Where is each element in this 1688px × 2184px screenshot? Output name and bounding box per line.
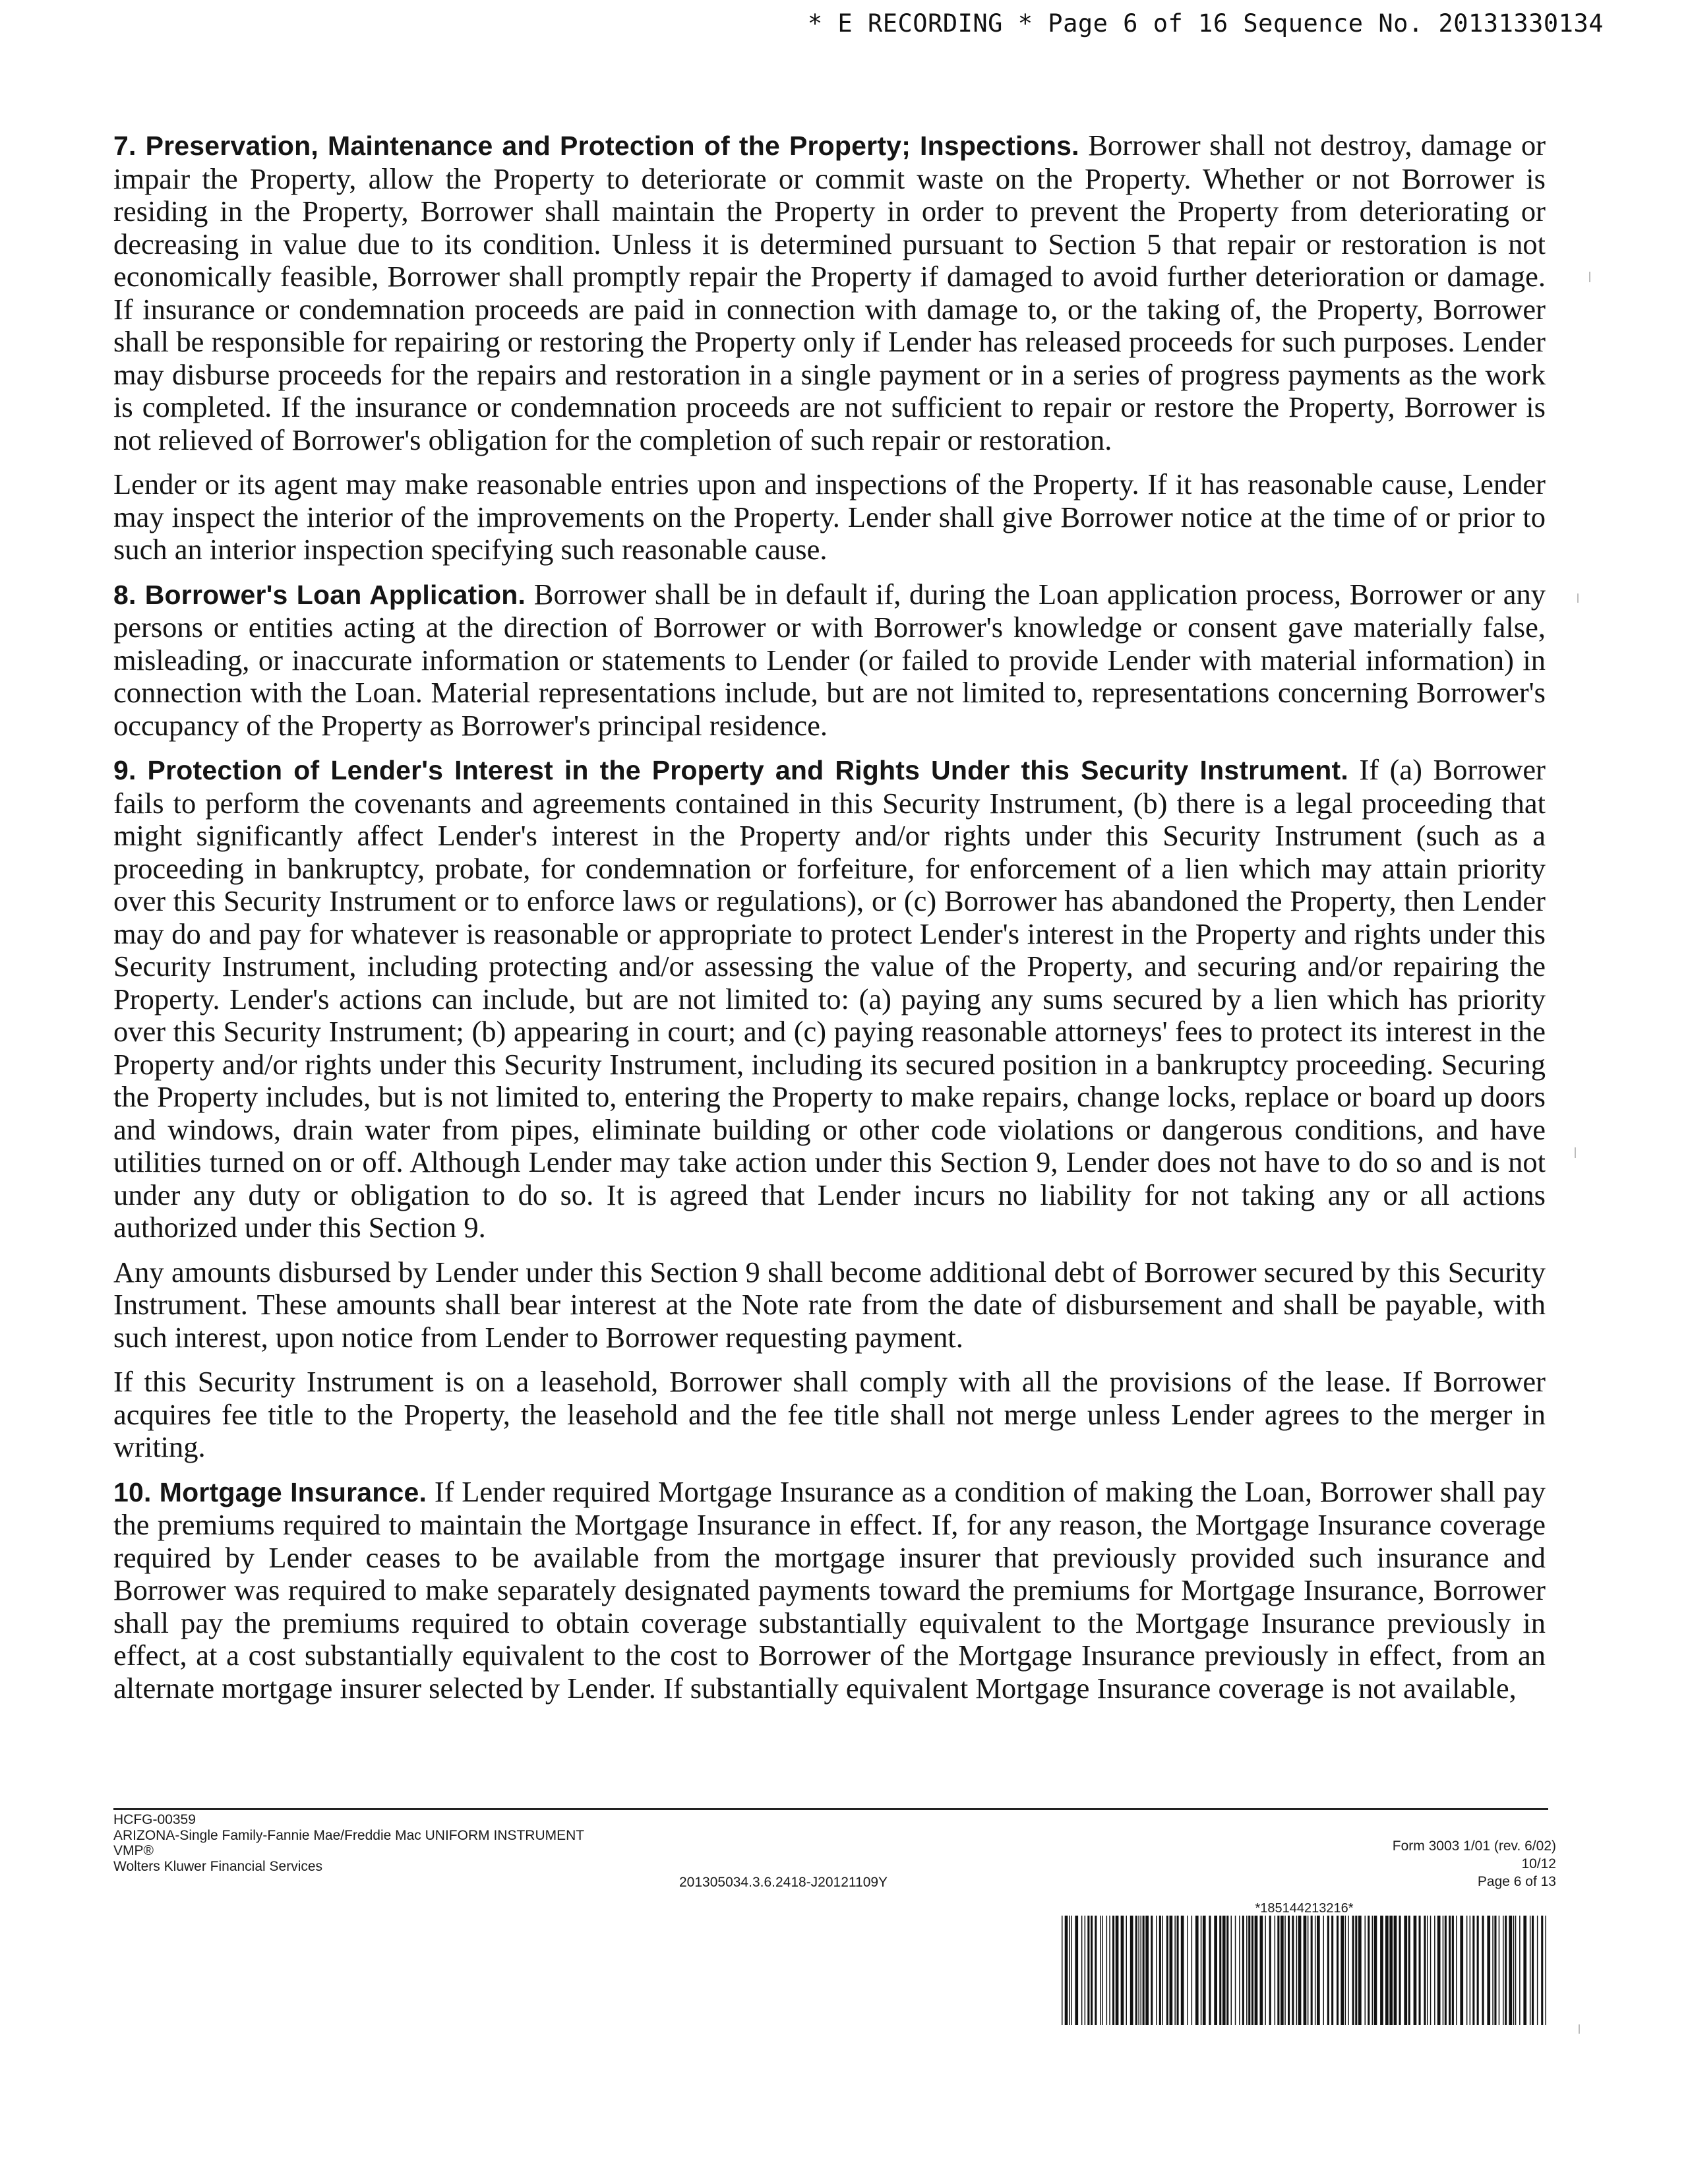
- barcode-bar: [1251, 1916, 1253, 2025]
- barcode-bar: [1242, 1916, 1244, 2025]
- barcode-bar: [1399, 1916, 1401, 2025]
- barcode-bar: [1145, 1916, 1149, 2025]
- barcode-bar: [1102, 1916, 1103, 2025]
- barcode-bar: [1191, 1916, 1193, 2025]
- barcode-bar: [1269, 1916, 1271, 2025]
- section-10-heading: 10. Mortgage Insurance.: [113, 1476, 427, 1507]
- barcode-bar: [1419, 1916, 1421, 2025]
- barcode-bar: [1091, 1916, 1093, 2025]
- footer-form-date: 10/12: [1521, 1856, 1556, 1871]
- barcode-bar: [1523, 1916, 1526, 2025]
- barcode-bar: [1315, 1916, 1316, 2025]
- barcode-bar: [1308, 1916, 1309, 2025]
- barcode-bar: [1348, 1916, 1349, 2025]
- barcode-bar: [1260, 1916, 1263, 2025]
- inspection-text: Lender or its agent may make reasonable entries upon and inspections of the Property. If it has reasonable cause, Lender may inspect the interior of the improvements on the Property. Lender shall give Borrower notice at the time of or prior to such an interior inspection specifying such reasonable cause.: [113, 468, 1546, 566]
- barcode-bar: [1394, 1916, 1397, 2025]
- barcode-bar: [1203, 1916, 1206, 2025]
- barcode-bar: [1466, 1916, 1468, 2025]
- barcode-bar: [1482, 1916, 1484, 2025]
- barcode-bar: [1317, 1916, 1320, 2025]
- barcode-bar: [1414, 1916, 1417, 2025]
- barcode-bar: [1209, 1916, 1211, 2025]
- barcode-bar: [1109, 1916, 1110, 2025]
- barcode-bar: [1380, 1916, 1383, 2025]
- barcode-bar: [1368, 1916, 1370, 2025]
- barcode-bar: [1437, 1916, 1441, 2025]
- barcode-bar: [1071, 1916, 1072, 2025]
- barcode-bar: [1546, 1916, 1547, 2025]
- barcode-bar: [1226, 1916, 1228, 2025]
- barcode-bar: [1265, 1916, 1266, 2025]
- document-body: [113, 129, 1546, 1716]
- barcode-bar: [1445, 1916, 1447, 2025]
- section-7-text: Borrower shall not destroy, damage or impair the Property, allow the Property to deteriorate or commit waste on the Property. Whether or not Borrower is residing in the Property, Borrower shall maintain the Property in order to prevent the Property from deteriorating or decreasing in value due to its condition. Unless it is determined pursuant to Section 5 that repair or restoration is not economically feasible, Borrower shall promptly repair the Property if damaged to avoid further deterioration or damage. If insurance or condemnation proceeds are paid in connection with damage to, or the taking of, the Property, Borrower shall be responsible for repairing or restoring the Property only if Lender has released proceeds for such purposes. Lender may disburse proceeds for the repairs and restoration in a single payment or in a series of progress payments as the work is completed. If the insurance or condemnation proceeds are not sufficient to repair or restore the Property, Borrower is not relieved of Borrower's obligation for the completion of such repair or restoration.: [113, 129, 1546, 456]
- barcode-bar: [1389, 1916, 1393, 2025]
- barcode-bar: [1477, 1916, 1479, 2025]
- barcode-bar: [1284, 1916, 1286, 2025]
- barcode-bar: [1515, 1916, 1517, 2025]
- barcode-bar: [1138, 1916, 1139, 2025]
- recording-header: * E RECORDING * Page 6 of 16 Sequence No. 20131330134: [807, 9, 1604, 38]
- barcode-bar: [1460, 1916, 1463, 2025]
- barcode-bar: [1296, 1916, 1298, 2025]
- barcode-bar: [1201, 1916, 1202, 2025]
- section-10-text: If Lender required Mortgage Insurance as a condition of making the Loan, Borrower shall pay the premiums required to maintain the Mortgage Insurance in effect. If, for any reason, the Mortgage Insurance coverage required by Lender ceases to be available from the mortgage insurer that previously provided such insurance and Borrower was required to make separately designated payments toward the premiums for Mortgage Insurance, Borrower shall pay the premiums required to obtain coverage substantially equivalent to the Mortgage Insurance previously in effect, at a cost substantially equivalent to the cost to Borrower of the Mortgage Insurance previously in effect, from an alternate mortgage insurer selected by Lender. If substantially equivalent Mortgage Insurance coverage is not available,: [113, 1474, 1546, 1705]
- barcode-bar: [1081, 1916, 1083, 2025]
- barcode-bar: [1443, 1916, 1444, 2025]
- barcode-bar: [1095, 1916, 1097, 2025]
- barcode-bar: [1087, 1916, 1089, 2025]
- section-9-heading: 9. Protection of Lender's Interest in the Property and Rights Under this Security Instrument.: [113, 755, 1348, 785]
- barcode-bar: [1449, 1916, 1451, 2025]
- barcode-bar: [1470, 1916, 1471, 2025]
- section-8-text: Borrower shall be in default if, during the Loan application process, Borrower or any persons or entities acting at the direction of Borrower or with Borrower's knowledge or consent gave materially false, misleading, or inaccurate information or statements to Lender (or failed to provide Lender with material information) in connection with the Loan. Material representations include, but are not limited to, representations concerning Borrower's occupancy of the Property as Borrower's principal residence.: [113, 577, 1546, 742]
- barcode-bar: [1404, 1916, 1407, 2025]
- barcode-bar: [1135, 1916, 1137, 2025]
- barcode-bar: [1219, 1916, 1221, 2025]
- barcode-bar: [1126, 1916, 1128, 2025]
- section-8-paragraph: [113, 578, 1546, 743]
- barcode-bar: [1304, 1916, 1307, 2025]
- barcode-bar: [1327, 1916, 1329, 2025]
- footer-divider: [113, 1808, 1548, 1810]
- barcode-bar: [1141, 1916, 1142, 2025]
- barcode-bar: [1085, 1916, 1086, 2025]
- barcode-bar: [1156, 1916, 1157, 2025]
- scan-mark: [1577, 593, 1579, 603]
- barcode-bar: [1311, 1916, 1313, 2025]
- barcode-bar: [1255, 1916, 1258, 2025]
- barcode-bar: [1106, 1916, 1108, 2025]
- section-7-heading: 7. Preservation, Maintenance and Protection of the Property; Inspections.: [113, 131, 1079, 161]
- barcode-bar: [1499, 1916, 1500, 2025]
- barcode-bar: [1355, 1916, 1357, 2025]
- barcode-bar: [1069, 1916, 1070, 2025]
- barcode-bar: [1170, 1916, 1173, 2025]
- barcode-bar: [1112, 1916, 1114, 2025]
- barcode-bar: [1385, 1916, 1389, 2025]
- section-7-paragraph: [113, 129, 1546, 456]
- barcode-bar: [1151, 1916, 1153, 2025]
- barcode-bar: [1323, 1916, 1325, 2025]
- barcode-bar: [1166, 1916, 1168, 2025]
- barcode-graphic: [1060, 1916, 1548, 2025]
- scan-mark: [1575, 1147, 1576, 1158]
- footer-document-code: 201305034.3.6.2418-J20121109Y: [679, 1875, 888, 1890]
- section-9-paragraph: [113, 754, 1546, 1244]
- barcode-block: [1060, 1901, 1548, 2025]
- barcode-bar: [1456, 1916, 1457, 2025]
- footer-right-block: [1393, 1837, 1556, 1891]
- barcode-bar: [1503, 1916, 1504, 2025]
- scan-mark: [1579, 2024, 1580, 2034]
- barcode-bar: [1337, 1916, 1339, 2025]
- barcode-bar: [1434, 1916, 1435, 2025]
- footer-instrument-title: ARIZONA-Single Family-Fannie Mae/Freddie Mac UNIFORM INSTRUMENT: [113, 1827, 585, 1843]
- barcode-bar: [1509, 1916, 1512, 2025]
- barcode-bar: [1248, 1916, 1250, 2025]
- footer-vmp: VMP®: [113, 1843, 154, 1858]
- barcode-bar: [1513, 1916, 1515, 2025]
- barcode-bar: [1487, 1916, 1490, 2025]
- barcode-bar: [1277, 1916, 1279, 2025]
- barcode-bar: [1372, 1916, 1373, 2025]
- barcode-bar: [1065, 1916, 1068, 2025]
- barcode-bar: [1345, 1916, 1346, 2025]
- section-9-text: If (a) Borrower fails to perform the covenants and agreements contained in this Security Instrument, (b) there is a legal proceeding that might significantly affect Lender's interest in the Property and/or rights under this Security Instrument (such as a proceeding in bankruptcy, probate, for condemnation or forfeiture, for enforcement of a lien which may attain priority over this Security Instrument or to enforce laws or regulations), or (c) Borrower has abandoned the Property, then Lender may do and pay for whatever is reasonable or appropriate to protect Lender's interest in the Property and rights under this Security Instrument, including protecting and/or assessing the value of the Property, and securing and/or repairing the Property. Lender's actions can include, but are not limited to: (a) paying any sums secured by a lien which has priority over this Security Instrument; (b) appearing in court; and (c) paying reasonable attorneys' fees to protect its interest in the Property and/or rights under this Security Instrument, including its secured position in a bankruptcy proceeding. Securing the Property includes, but is not limited to, entering the Property to make repairs, change locks, replace or board up doors and windows, drain water from pipes, eliminate building or other code violations or dangerous conditions, and have utilities turned on or off. Although Lender may take action under this Section 9, Lender does not have to do so and is not under any duty or obligation to do so. It is agreed that Lender incurs no liability for not taking any or all actions authorized under this Section 9.: [113, 753, 1546, 1244]
- barcode-bar: [1494, 1916, 1496, 2025]
- barcode-bar: [1231, 1916, 1232, 2025]
- footer-form-code: HCFG-00359: [113, 1812, 196, 1827]
- barcode-bar: [1062, 1916, 1063, 2025]
- barcode-bar: [1235, 1916, 1236, 2025]
- barcode-bar: [1374, 1916, 1377, 2025]
- barcode-bar: [1365, 1916, 1366, 2025]
- barcode-bar: [1214, 1916, 1217, 2025]
- barcode-bar: [1100, 1916, 1101, 2025]
- barcode-bar: [1341, 1916, 1344, 2025]
- barcode-bar: [1288, 1916, 1290, 2025]
- barcode-bar: [1159, 1916, 1161, 2025]
- barcode-bar: [1352, 1916, 1354, 2025]
- barcode-bar: [1519, 1916, 1521, 2025]
- barcode-bar: [1275, 1916, 1276, 2025]
- barcode-bar: [1281, 1916, 1284, 2025]
- barcode-bar: [1292, 1916, 1294, 2025]
- barcode-bar: [1239, 1916, 1240, 2025]
- scan-mark: [1589, 272, 1590, 282]
- barcode-bar: [1298, 1916, 1302, 2025]
- barcode-bar: [1541, 1916, 1543, 2025]
- section-10-paragraph: [113, 1476, 1546, 1705]
- barcode-bar: [1530, 1916, 1531, 2025]
- barcode-bar: [1532, 1916, 1534, 2025]
- barcode-bar: [1492, 1916, 1493, 2025]
- section-8-heading: 8. Borrower's Loan Application.: [113, 579, 526, 610]
- barcode-bar: [1116, 1916, 1119, 2025]
- barcode-bar: [1246, 1916, 1248, 2025]
- footer-page-label: Page 6 of 13: [1477, 1874, 1556, 1889]
- barcode-bar: [1505, 1916, 1507, 2025]
- barcode-bar: [1177, 1916, 1179, 2025]
- barcode-bar: [1537, 1916, 1538, 2025]
- barcode-bar: [1181, 1916, 1184, 2025]
- barcode-bar: [1187, 1916, 1188, 2025]
- barcode-bar: [1162, 1916, 1164, 2025]
- barcode-bar: [1408, 1916, 1410, 2025]
- barcode-bar: [1472, 1916, 1474, 2025]
- footer-publisher: Wolters Kluwer Financial Services: [113, 1858, 323, 1874]
- inspection-paragraph: [113, 468, 1546, 566]
- leasehold-text: If this Security Instrument is on a leasehold, Borrower shall comply with all the provisions of the lease. If Borrower acquires fee title to the Property, the leasehold and the fee title shall not merge unless Lender agrees to the merger in writing.: [113, 1365, 1546, 1463]
- barcode-bar: [1452, 1916, 1454, 2025]
- barcode-bar: [1121, 1916, 1124, 2025]
- barcode-bar: [1331, 1916, 1333, 2025]
- barcode-bar: [1424, 1916, 1426, 2025]
- footer-left-block: [113, 1812, 584, 1874]
- disbursed-amounts-paragraph: [113, 1256, 1546, 1354]
- barcode-bar: [1130, 1916, 1133, 2025]
- barcode-bar: [1195, 1916, 1199, 2025]
- barcode-bar: [1430, 1916, 1432, 2025]
- footer-form-id: Form 3003 1/01 (rev. 6/02): [1392, 1838, 1556, 1854]
- leasehold-paragraph: [113, 1366, 1546, 1464]
- disbursed-amounts-text: Any amounts disbursed by Lender under this Section 9 shall become additional debt of Borrower secured by this Security Instrument. These amounts shall bear interest at the Note rate from the date of disbursement and shall be payable, with such interest, upon notice from Lender to Borrower requesting payment.: [113, 1255, 1546, 1354]
- barcode-bar: [1222, 1916, 1226, 2025]
- barcode-bar: [1075, 1916, 1078, 2025]
- barcode-number: *185144213216*: [1255, 1901, 1354, 1916]
- barcode-bar: [1174, 1916, 1176, 2025]
- barcode-bar: [1143, 1916, 1145, 2025]
- barcode-bar: [1358, 1916, 1362, 2025]
- barcode-bar: [1427, 1916, 1428, 2025]
